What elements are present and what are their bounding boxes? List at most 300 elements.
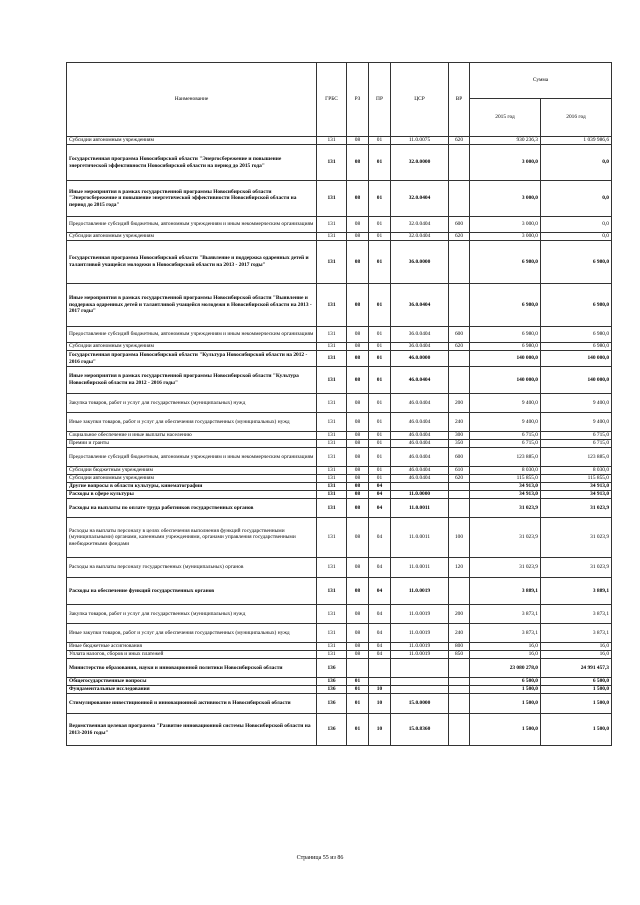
cell-csr: 15.0.8360 (391, 714, 449, 746)
table-row (67, 686, 612, 694)
cell-s2016: 123 885,0 (541, 448, 612, 467)
cell-csr: 46.0.0404 (391, 475, 449, 483)
cell-rz: 08 (347, 181, 369, 217)
cell-grbs: 136 (317, 694, 347, 714)
cell-pr: 01 (369, 217, 391, 233)
cell-csr: 11.0.0075 (391, 137, 449, 145)
cell-csr (391, 678, 449, 686)
cell-name: Социальное обеспечение и иные выплаты населению (67, 432, 317, 440)
cell-pr: 01 (369, 475, 391, 483)
cell-name: Предоставление субсидий бюджетным, автономным учреждениям и иным некоммерческим организациям (67, 327, 317, 343)
header-grbs: ГРБС (317, 63, 347, 137)
cell-pr: 04 (369, 491, 391, 499)
cell-pr: 04 (369, 499, 391, 518)
table-header (67, 63, 612, 137)
cell-s2016: 1 500,0 (541, 714, 612, 746)
cell-s2016: 1 500,0 (541, 694, 612, 714)
cell-name: Предоставление субсидий бюджетным, автономным учреждениям и иным некоммерческим организациям (67, 448, 317, 467)
cell-csr: 32.0.0404 (391, 217, 449, 233)
cell-s2015: 34 913,0 (470, 483, 541, 491)
table-row (67, 145, 612, 181)
cell-grbs: 131 (317, 518, 347, 558)
cell-pr: 01 (369, 448, 391, 467)
cell-grbs: 131 (317, 241, 347, 284)
cell-csr (391, 686, 449, 694)
table-row (67, 137, 612, 145)
cell-grbs: 131 (317, 413, 347, 432)
cell-name: Уплата налогов, сборов и иных платежей (67, 651, 317, 659)
cell-rz: 08 (347, 483, 369, 491)
cell-grbs: 131 (317, 181, 347, 217)
cell-vr (449, 491, 470, 499)
header-pr: ПР (369, 63, 391, 137)
table-row (67, 367, 612, 394)
cell-vr (449, 659, 470, 678)
table-row (67, 327, 612, 343)
cell-pr: 01 (369, 413, 391, 432)
cell-name: Иные бюджетные ассигнования (67, 643, 317, 651)
cell-grbs: 131 (317, 578, 347, 605)
cell-name: Субсидии бюджетным учреждениям (67, 467, 317, 475)
table-row (67, 448, 612, 467)
cell-s2015: 31 023,9 (470, 558, 541, 578)
cell-pr: 04 (369, 558, 391, 578)
cell-grbs: 131 (317, 475, 347, 483)
cell-rz: 08 (347, 351, 369, 367)
cell-s2016: 9 400,0 (541, 394, 612, 413)
table-row (67, 643, 612, 651)
cell-name: Ведомственная целевая программа "Развитие инновационной системы Новосибирской области на 2013-2016 годы" (67, 714, 317, 746)
cell-csr: 11.0.0011 (391, 518, 449, 558)
cell-name: Государственная программа Новосибирской области "Выявление и поддержка одаренных детей и талантливой учащейся молодежи в Новосибирской области на 2013 - 2017 годы" (67, 241, 317, 284)
cell-grbs: 136 (317, 714, 347, 746)
cell-pr (369, 659, 391, 678)
cell-s2015: 16,0 (470, 651, 541, 659)
cell-s2016: 31 023,9 (541, 518, 612, 558)
cell-s2016: 6 980,0 (541, 284, 612, 327)
cell-s2016: 1 500,0 (541, 686, 612, 694)
cell-s2016: 31 023,9 (541, 558, 612, 578)
table-row (67, 558, 612, 578)
cell-s2015: 3 000,0 (470, 145, 541, 181)
cell-rz: 08 (347, 605, 369, 624)
cell-csr: 32.0.0000 (391, 145, 449, 181)
cell-s2016: 8 030,0 (541, 467, 612, 475)
cell-pr: 01 (369, 284, 391, 327)
cell-grbs: 131 (317, 448, 347, 467)
cell-name: Иные закупки товаров, работ и услуг для обеспечения государственных (муниципальных) нужд (67, 413, 317, 432)
cell-csr: 46.0.0404 (391, 367, 449, 394)
table-row (67, 491, 612, 499)
cell-rz: 01 (347, 694, 369, 714)
cell-grbs: 131 (317, 440, 347, 448)
cell-vr: 620 (449, 343, 470, 351)
cell-name: Фундаментальные исследования (67, 686, 317, 694)
cell-rz: 08 (347, 413, 369, 432)
header-csr: ЦСР (391, 63, 449, 137)
cell-csr: 11.0.0019 (391, 578, 449, 605)
cell-name: Премии и гранты (67, 440, 317, 448)
cell-s2016: 24 991 457,3 (541, 659, 612, 678)
table-row (67, 343, 612, 351)
cell-csr: 46.0.0404 (391, 394, 449, 413)
cell-vr: 300 (449, 432, 470, 440)
cell-grbs: 131 (317, 467, 347, 475)
cell-grbs: 131 (317, 217, 347, 233)
cell-s2015: 930 236,3 (470, 137, 541, 145)
cell-rz: 08 (347, 518, 369, 558)
cell-name: Иные закупки товаров, работ и услуг для обеспечения государственных (муниципальных) нужд (67, 624, 317, 643)
cell-vr: 240 (449, 413, 470, 432)
cell-pr: 01 (369, 440, 391, 448)
table-row (67, 678, 612, 686)
cell-name: Иные мероприятия в рамках государственной программы Новосибирской области "Энергосбережение и повышение энергетической эффективности Новосибирской области на период до 2015 года" (67, 181, 317, 217)
table-row (67, 351, 612, 367)
table-row (67, 440, 612, 448)
cell-csr: 36.0.0404 (391, 343, 449, 351)
cell-s2016: 16,0 (541, 651, 612, 659)
cell-pr: 01 (369, 327, 391, 343)
cell-rz: 08 (347, 475, 369, 483)
page-footer: Страница 55 из 86 (296, 855, 344, 861)
cell-csr: 32.0.0404 (391, 233, 449, 241)
cell-rz: 08 (347, 284, 369, 327)
cell-s2016: 1 039 986,6 (541, 137, 612, 145)
cell-vr: 610 (449, 467, 470, 475)
cell-pr: 04 (369, 605, 391, 624)
cell-name: Государственная программа Новосибирской области "Энергосбережение и повышение энергетической эффективности Новосибирской области на период до 2015 года" (67, 145, 317, 181)
table-row (67, 394, 612, 413)
cell-s2016: 6 980,0 (541, 343, 612, 351)
cell-rz: 08 (347, 624, 369, 643)
table-row (67, 467, 612, 475)
cell-csr: 46.0.0404 (391, 440, 449, 448)
cell-rz: 08 (347, 241, 369, 284)
table-row (67, 413, 612, 432)
cell-vr (449, 714, 470, 746)
cell-s2015: 6 980,0 (470, 284, 541, 327)
cell-csr: 36.0.0000 (391, 241, 449, 284)
cell-pr (369, 678, 391, 686)
cell-rz: 08 (347, 327, 369, 343)
cell-pr: 01 (369, 137, 391, 145)
cell-grbs: 131 (317, 367, 347, 394)
cell-rz: 01 (347, 686, 369, 694)
cell-rz: 08 (347, 440, 369, 448)
cell-grbs: 136 (317, 686, 347, 694)
cell-s2015: 6 980,0 (470, 241, 541, 284)
cell-rz: 01 (347, 714, 369, 746)
cell-s2015: 115 855,0 (470, 475, 541, 483)
cell-vr (449, 686, 470, 694)
cell-s2016: 0,0 (541, 181, 612, 217)
cell-grbs: 136 (317, 659, 347, 678)
cell-name: Иные мероприятия в рамках государственной программы Новосибирской области "Выявление и поддержка одаренных детей и талантливой учащейся молодежи в Новосибирской области на 2013 - 2017 годы" (67, 284, 317, 327)
cell-csr: 32.0.0404 (391, 181, 449, 217)
header-rz: РЗ (347, 63, 369, 137)
cell-grbs: 131 (317, 605, 347, 624)
cell-name: Субсидии автономным учреждениям (67, 475, 317, 483)
cell-name: Стимулирование инвестиционной и инновационной активности в Новосибирской области (67, 694, 317, 714)
table-row (67, 624, 612, 643)
cell-s2015: 140 000,0 (470, 367, 541, 394)
cell-vr: 100 (449, 518, 470, 558)
table-row (67, 475, 612, 483)
cell-vr (449, 483, 470, 491)
cell-grbs: 131 (317, 651, 347, 659)
cell-vr (449, 284, 470, 327)
cell-pr: 04 (369, 643, 391, 651)
cell-vr (449, 694, 470, 714)
table-row (67, 432, 612, 440)
cell-s2016: 3 889,1 (541, 578, 612, 605)
cell-pr: 01 (369, 467, 391, 475)
cell-grbs: 131 (317, 432, 347, 440)
cell-vr (449, 145, 470, 181)
cell-s2015: 3 000,0 (470, 181, 541, 217)
cell-s2015: 16,0 (470, 643, 541, 651)
cell-csr: 11.0.0019 (391, 643, 449, 651)
cell-s2016: 16,0 (541, 643, 612, 651)
cell-vr: 600 (449, 448, 470, 467)
cell-pr: 01 (369, 432, 391, 440)
cell-name: Предоставление субсидий бюджетным, автономным учреждениям и иным некоммерческим организациям (67, 217, 317, 233)
cell-s2015: 123 885,0 (470, 448, 541, 467)
cell-grbs: 131 (317, 343, 347, 351)
cell-s2016: 0,0 (541, 217, 612, 233)
header-year-2016: 2016 год (541, 99, 612, 137)
cell-vr: 800 (449, 643, 470, 651)
cell-s2016: 3 873,1 (541, 624, 612, 643)
cell-name: Расходы на выплаты по оплате труда работников государственных органов (67, 499, 317, 518)
table-row (67, 518, 612, 558)
table-row (67, 241, 612, 284)
cell-vr (449, 578, 470, 605)
cell-grbs: 136 (317, 678, 347, 686)
cell-vr: 200 (449, 394, 470, 413)
table-row (67, 233, 612, 241)
cell-grbs: 131 (317, 233, 347, 241)
cell-vr: 240 (449, 624, 470, 643)
cell-rz: 08 (347, 643, 369, 651)
cell-rz: 08 (347, 367, 369, 394)
cell-grbs: 131 (317, 137, 347, 145)
cell-csr: 11.0.0019 (391, 651, 449, 659)
cell-vr: 120 (449, 558, 470, 578)
cell-vr: 200 (449, 605, 470, 624)
cell-pr: 04 (369, 624, 391, 643)
header-sum: Сумма (470, 63, 612, 99)
cell-s2015: 9 400,0 (470, 413, 541, 432)
cell-pr: 10 (369, 714, 391, 746)
cell-rz: 08 (347, 217, 369, 233)
cell-vr: 600 (449, 217, 470, 233)
cell-grbs: 131 (317, 327, 347, 343)
cell-name: Субсидии автономным учреждениям (67, 343, 317, 351)
table-row (67, 483, 612, 491)
cell-vr: 850 (449, 651, 470, 659)
table-row (67, 499, 612, 518)
cell-pr: 10 (369, 686, 391, 694)
cell-rz: 08 (347, 145, 369, 181)
cell-s2016: 115 855,0 (541, 475, 612, 483)
cell-name: Закупка товаров, работ и услуг для государственных (муниципальных) нужд (67, 605, 317, 624)
cell-s2016: 34 913,0 (541, 483, 612, 491)
cell-s2015: 34 913,0 (470, 491, 541, 499)
cell-grbs: 131 (317, 624, 347, 643)
cell-name: Расходы на обеспечение функций государственных органов (67, 578, 317, 605)
cell-vr: 620 (449, 137, 470, 145)
cell-grbs: 131 (317, 558, 347, 578)
cell-vr (449, 367, 470, 394)
cell-vr (449, 351, 470, 367)
cell-pr: 10 (369, 694, 391, 714)
table-row (67, 694, 612, 714)
cell-rz: 08 (347, 558, 369, 578)
table-row (67, 605, 612, 624)
cell-vr: 620 (449, 475, 470, 483)
cell-s2015: 6 715,0 (470, 432, 541, 440)
cell-csr: 11.0.0019 (391, 624, 449, 643)
cell-s2016: 6 715,0 (541, 432, 612, 440)
cell-s2016: 0,0 (541, 233, 612, 241)
cell-vr (449, 678, 470, 686)
cell-rz: 08 (347, 343, 369, 351)
cell-s2015: 8 030,0 (470, 467, 541, 475)
cell-s2015: 3 889,1 (470, 578, 541, 605)
cell-name: Другие вопросы в области культуры, кинематографии (67, 483, 317, 491)
cell-csr: 11.0.0011 (391, 499, 449, 518)
cell-rz: 08 (347, 137, 369, 145)
cell-csr: 46.0.0404 (391, 413, 449, 432)
cell-grbs: 131 (317, 351, 347, 367)
cell-csr: 36.0.0404 (391, 327, 449, 343)
cell-csr: 11.0.0019 (391, 605, 449, 624)
cell-pr: 01 (369, 241, 391, 284)
cell-csr: 36.0.0404 (391, 284, 449, 327)
cell-name: Расходы на выплаты персоналу в целях обеспечения выполнения функций государственными (муниципальными) органами, казенными учреждениями, органами управления государственными внебюджетными фондами (67, 518, 317, 558)
cell-s2016: 9 400,0 (541, 413, 612, 432)
table-body (67, 137, 612, 746)
cell-s2015: 3 000,0 (470, 217, 541, 233)
cell-pr: 04 (369, 483, 391, 491)
cell-s2015: 23 080 278,0 (470, 659, 541, 678)
cell-s2016: 140 000,0 (541, 351, 612, 367)
cell-csr (391, 483, 449, 491)
cell-name: Расходы на выплаты персоналу государственных (муниципальных) органов (67, 558, 317, 578)
cell-s2015: 31 023,9 (470, 518, 541, 558)
table-row (67, 284, 612, 327)
header-vr: ВР (449, 63, 470, 137)
cell-rz: 08 (347, 499, 369, 518)
cell-vr: 350 (449, 440, 470, 448)
cell-pr: 01 (369, 343, 391, 351)
cell-grbs: 131 (317, 491, 347, 499)
cell-grbs: 131 (317, 284, 347, 327)
cell-csr: 46.0.0000 (391, 351, 449, 367)
cell-rz: 08 (347, 578, 369, 605)
cell-grbs: 131 (317, 394, 347, 413)
cell-s2016: 140 000,0 (541, 367, 612, 394)
cell-s2016: 3 873,1 (541, 605, 612, 624)
cell-s2016: 6 500,0 (541, 678, 612, 686)
table-row (67, 217, 612, 233)
cell-pr: 01 (369, 181, 391, 217)
cell-s2016: 31 023,9 (541, 499, 612, 518)
cell-s2015: 1 500,0 (470, 714, 541, 746)
cell-s2015: 3 873,1 (470, 605, 541, 624)
cell-csr: 15.0.0000 (391, 694, 449, 714)
cell-s2015: 6 980,0 (470, 327, 541, 343)
cell-s2015: 9 400,0 (470, 394, 541, 413)
cell-name: Общегосударственные вопросы (67, 678, 317, 686)
cell-name: Субсидии автономным учреждениям (67, 233, 317, 241)
cell-csr: 11.0.0000 (391, 491, 449, 499)
header-name: Наименование (67, 63, 317, 137)
budget-table (66, 62, 612, 746)
table-row (67, 578, 612, 605)
cell-vr (449, 499, 470, 518)
cell-s2015: 6 980,0 (470, 343, 541, 351)
cell-rz: 01 (347, 678, 369, 686)
cell-s2015: 1 500,0 (470, 694, 541, 714)
cell-name: Иные мероприятия в рамках государственной программы Новосибирской области "Культура Новосибирской области на 2012 - 2016 годы" (67, 367, 317, 394)
cell-vr (449, 181, 470, 217)
table-row (67, 651, 612, 659)
cell-grbs: 131 (317, 483, 347, 491)
cell-grbs: 131 (317, 643, 347, 651)
cell-rz: 08 (347, 233, 369, 241)
cell-grbs: 131 (317, 145, 347, 181)
cell-pr: 01 (369, 351, 391, 367)
cell-name: Закупка товаров, работ и услуг для государственных (муниципальных) нужд (67, 394, 317, 413)
cell-csr: 46.0.0404 (391, 467, 449, 475)
cell-rz: 08 (347, 467, 369, 475)
cell-pr: 01 (369, 145, 391, 181)
table-row (67, 714, 612, 746)
cell-s2016: 6 980,0 (541, 241, 612, 284)
cell-pr: 01 (369, 233, 391, 241)
cell-rz: 08 (347, 394, 369, 413)
cell-s2015: 31 023,9 (470, 499, 541, 518)
cell-s2016: 0,0 (541, 145, 612, 181)
cell-pr: 01 (369, 367, 391, 394)
cell-s2016: 6 715,0 (541, 440, 612, 448)
cell-s2015: 6 500,0 (470, 678, 541, 686)
cell-csr: 46.0.0404 (391, 432, 449, 440)
cell-grbs: 131 (317, 499, 347, 518)
cell-pr: 04 (369, 651, 391, 659)
cell-s2015: 3 873,1 (470, 624, 541, 643)
cell-name: Министерство образования, науки и инновационной политики Новосибирской области (67, 659, 317, 678)
cell-pr: 04 (369, 518, 391, 558)
cell-rz (347, 659, 369, 678)
cell-rz: 08 (347, 448, 369, 467)
cell-csr (391, 659, 449, 678)
cell-s2015: 1 500,0 (470, 686, 541, 694)
cell-name: Субсидии автономным учреждениям (67, 137, 317, 145)
cell-s2015: 6 715,0 (470, 440, 541, 448)
cell-csr: 11.0.0011 (391, 558, 449, 578)
cell-vr (449, 241, 470, 284)
cell-vr: 620 (449, 233, 470, 241)
cell-s2015: 140 000,0 (470, 351, 541, 367)
cell-rz: 08 (347, 651, 369, 659)
cell-name: Расходы в сфере культуры (67, 491, 317, 499)
header-year-2015: 2015 год (470, 99, 541, 137)
cell-csr: 46.0.0404 (391, 448, 449, 467)
cell-rz: 08 (347, 432, 369, 440)
